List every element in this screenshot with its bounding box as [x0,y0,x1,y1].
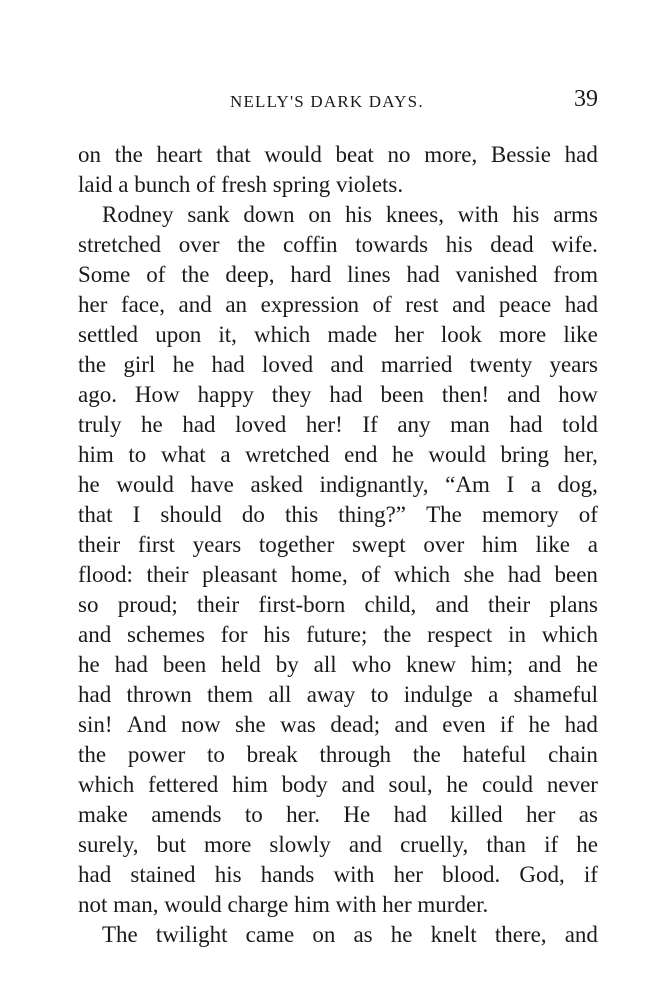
text-line [78,320,598,350]
word: flood: [78,562,133,587]
word: power [127,742,186,767]
word: blood. [442,862,501,887]
word: their [78,532,121,557]
text-line [78,410,598,440]
word: together [258,532,335,557]
word: stained [130,862,196,887]
word: been [162,652,207,677]
word: body [281,772,328,797]
word: wife. [551,232,598,257]
word: they [271,382,312,407]
word: “Am [445,472,490,497]
word: slowly [269,832,331,857]
word: make [78,802,128,827]
word: Some [78,262,131,287]
word: away [306,682,356,707]
word: hateful [462,742,527,767]
text-line [78,500,598,530]
text-line [78,350,598,380]
word: never [546,772,598,797]
word: thrown [126,682,192,707]
word: which [254,322,311,347]
word: shameful [513,682,598,707]
word: he [528,712,551,737]
word: and [452,292,486,317]
word: a [220,442,231,467]
word: beat [335,142,374,167]
word: more [498,322,547,347]
word: face, [120,292,165,317]
word: to [207,742,225,767]
text-line [78,290,598,320]
word: memory [481,502,559,527]
word: break [246,742,298,767]
text-line [78,560,598,590]
word: girl [123,352,156,377]
word: laid a bunch of fresh spring violets. [78,172,404,197]
word: I [132,502,141,527]
word: the [78,352,107,377]
word: not man, would charge him with her murder. [78,892,489,917]
word: happy [197,382,254,407]
word: Rodney [102,202,174,227]
word: and [178,292,212,317]
word: should [160,502,222,527]
word: on [78,142,101,167]
word: man [450,412,490,437]
word: if [583,862,598,887]
word: for [220,622,248,647]
running-title: NELLY'S DARK DAYS. [230,92,424,111]
word: soul, [388,772,433,797]
word: no [387,142,411,167]
word: hands [260,862,315,887]
word: his [512,202,540,227]
word: down [243,202,295,227]
word: twilight [155,922,228,947]
text-line [78,680,598,710]
word: towards [355,232,429,257]
text-line [78,860,598,890]
word: God, [519,862,565,887]
word: sin! [78,712,113,737]
word: had [564,142,598,167]
word: and [507,382,541,407]
word: had [393,802,427,827]
text-line [78,470,598,500]
word: she [463,562,495,587]
text-line [78,170,598,200]
paragraph [78,920,598,950]
word: loved [262,352,314,377]
word: over [423,532,465,557]
word: made [327,322,378,347]
word: would [116,472,174,497]
word: knelt [430,922,477,947]
word: arms [553,202,598,227]
word: he [141,412,163,437]
word: on [308,202,332,227]
word: cruelly, [400,832,469,857]
word: her [394,322,424,347]
word: been [380,382,424,407]
word: as [578,802,598,827]
word: married [380,352,453,377]
word: like [563,322,598,347]
word: knees, [385,202,444,227]
word: he [78,472,100,497]
word: his [214,862,242,887]
word: her, [563,442,598,467]
word: and [330,352,364,377]
word: of [372,292,392,317]
word: he [446,772,469,797]
word: he [390,922,413,947]
word: killed [450,802,503,827]
word: a [488,682,499,707]
word: what [160,442,206,467]
word: If [362,412,378,437]
word: as [353,922,373,947]
word: their [146,562,189,587]
word: upon [155,322,202,347]
text-line [78,650,598,680]
word: years [549,352,598,377]
word: on [312,922,336,947]
text-line [78,890,598,920]
word: he [576,652,598,677]
word: indignantly, [319,472,429,497]
word: had [114,652,148,677]
word: wretched [245,442,330,467]
word: their [488,592,531,617]
word: the [237,232,266,257]
word: vanished [455,262,538,287]
text-line [78,140,598,170]
word: and [394,712,428,737]
word: came [245,922,295,947]
word: Bessie [490,142,551,167]
word: him [78,442,114,467]
paragraph [78,200,598,920]
word: truly [78,412,122,437]
word: end [344,442,378,467]
word: How [134,382,180,407]
word: twenty [469,352,533,377]
word: plans [549,592,598,617]
word: this [284,502,319,527]
text-line [78,530,598,560]
word: the [114,142,143,167]
word: been [554,562,598,587]
word: of [146,262,166,287]
word: an [225,292,248,317]
text-line [78,830,598,860]
word: amends [151,802,222,827]
word: the [412,742,441,767]
word: which [78,772,135,797]
page-number: 39 [574,86,598,112]
paragraph [78,140,598,200]
word: from [553,262,598,287]
word: held [221,652,261,677]
word: had [211,352,245,377]
word: had [78,862,112,887]
word: their [197,592,240,617]
text-line [78,380,598,410]
word: him [232,772,268,797]
word: first [137,532,175,557]
word: and [348,832,383,857]
word: deep, [225,262,275,287]
word: dead [490,232,534,257]
word: swept [351,532,406,557]
word: her [78,292,108,317]
word: hard [290,262,332,287]
word: which [541,622,598,647]
text-line [78,920,598,950]
word: child, [364,592,417,617]
word: and [78,622,112,647]
word: chain [548,742,598,767]
text-line [78,440,598,470]
word: more [204,832,252,857]
word: who [351,652,392,677]
word: loved [235,412,287,437]
word: bring [500,442,550,467]
word: years [192,532,242,557]
word: more, [424,142,478,167]
word: rest [405,292,439,317]
body-text [78,140,598,950]
word: dog, [557,472,598,497]
word: that [78,502,113,527]
word: fettered [148,772,219,797]
word: told [562,412,598,437]
word: the [78,742,107,767]
word: schemes [127,622,205,647]
word: indulge [403,682,473,707]
word: by [275,652,299,677]
word: and [564,922,598,947]
word: surely, [78,832,139,857]
word: his [263,622,291,647]
word: and [435,592,469,617]
word: to [128,442,147,467]
word: any [397,412,431,437]
word: expression [260,292,359,317]
word: his [445,232,473,257]
text-line [78,200,598,230]
word: first-born [258,592,346,617]
word: so [78,592,99,617]
word: sank [187,202,230,227]
word: now [180,712,221,737]
word: I [506,472,515,497]
word: was [280,712,316,737]
word: had [564,712,598,737]
word: he [172,352,195,377]
word: if [500,712,515,737]
word: proud; [117,592,178,617]
word: asked [250,472,303,497]
word: like [535,532,570,557]
word: dead; [330,712,381,737]
word: He [343,802,371,827]
text-line [78,800,598,830]
word: and [528,652,562,677]
word: which [393,562,451,587]
text-line [78,770,598,800]
word: them [207,682,254,707]
word: peace [498,292,552,317]
word: her [393,862,423,887]
word: And [126,712,167,737]
word: future; [306,622,368,647]
text-line [78,620,598,650]
text-line [78,740,598,770]
word: she [235,712,266,737]
word: had [507,562,541,587]
word: heart [156,142,203,167]
word: The [426,502,462,527]
word: to [370,682,389,707]
word: if [544,832,559,857]
word: over [178,232,220,257]
word: of [578,502,598,527]
word: The [102,922,138,947]
word: he [391,442,414,467]
word: all [313,652,337,677]
word: knew [406,652,456,677]
word: his [345,202,373,227]
word: had [78,682,112,707]
word: thing?” [338,502,406,527]
word: than [486,832,526,857]
word: a [587,532,598,557]
word: with [457,202,499,227]
text-line [78,230,598,260]
word: respect [427,622,493,647]
word: that [216,142,251,167]
word: stretched [78,232,162,257]
word: the [181,262,210,287]
word: all [268,682,292,707]
word: settled [78,322,139,347]
word: had [406,262,440,287]
word: even [442,712,486,737]
word: pleasant [202,562,278,587]
word: lines [347,262,391,287]
word: have [190,472,234,497]
word: then! [441,382,490,407]
word: coffin [283,232,338,257]
word: in [508,622,526,647]
word: her! [305,412,343,437]
word: had [509,412,543,437]
word: he [78,652,100,677]
text-line [78,710,598,740]
word: it, [218,322,237,347]
word: he [576,832,598,857]
word: home, [290,562,348,587]
word: had [564,292,598,317]
word: him; [470,652,514,677]
word: her [526,802,556,827]
word: a [530,472,542,497]
word: how [558,382,598,407]
word: to [244,802,263,827]
word: and [341,772,375,797]
word: through [319,742,391,767]
word: look [440,322,482,347]
word: there, [494,922,547,947]
word: do [241,502,265,527]
word: would [264,142,322,167]
word: her. [286,802,320,827]
running-head [80,86,600,116]
word: had [182,412,216,437]
text-line [78,260,598,290]
word: would [428,442,486,467]
word: but [156,832,186,857]
word: could [481,772,534,797]
word: him [481,532,518,557]
text-line [78,590,598,620]
word: with [333,862,375,887]
word: had [329,382,363,407]
word: of [361,562,381,587]
word: ago. [78,382,117,407]
word: the [383,622,412,647]
